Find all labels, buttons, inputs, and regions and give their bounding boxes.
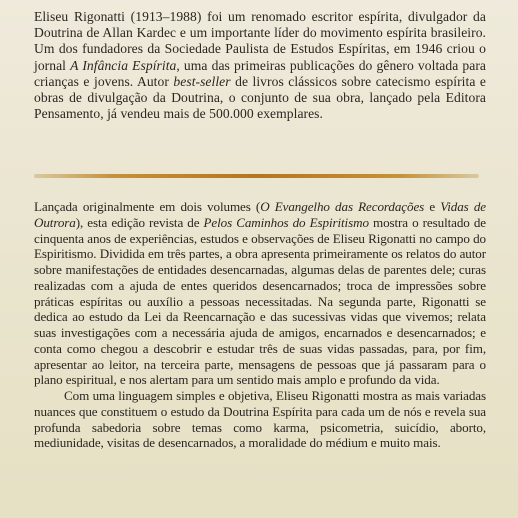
author-bio-paragraph <box>34 9 486 122</box>
original-volume-title-2: Vidas de Outrora <box>34 199 486 230</box>
synopsis-text-2: e <box>424 199 441 214</box>
best-seller-term: best-seller <box>173 73 231 89</box>
newspaper-title: A Infância Espírita <box>70 57 177 73</box>
book-title: Pelos Caminhos do Espiritismo <box>203 214 369 230</box>
synopsis-text-4: mostra o resultado de cinquenta anos de experiências, estudos e observações de Eliseu Rigonatti no campo do Espiritismo. Dividida em três partes, a obra apresenta primeiramente os relatos do autor sobre manifestações de entidades desencarnadas, algumas delas de parentes dele; curas realizadas com a ajuda de entes queridos desencarnados; troca de impressões sobre práticas espíritas ou auxílio a pessoas necessitadas. Na segunda parte, Rigonatti se dedica ao estudo da Lei da Reencarnação e das sucessivas vidas que vivemos; relata suas investigações com a necessária ajuda de amigos, encarnados e desencarnados; e conta como chegou a descobrir e estudar três de suas vidas passadas, para, por fim, apresentar ao leitor, na terceira parte, mensagens de pessoas que já passaram para o plano espiritual, e nos alertam para um sentido mais amplo e profundo da vida. <box>34 214 486 388</box>
section-divider <box>34 174 479 178</box>
original-volume-title-1: O Evangelho das Recordações <box>260 199 425 214</box>
synopsis-paragraph-1 <box>34 199 486 388</box>
synopsis-paragraph-2: Com uma linguagem simples e objetiva, Eliseu Rigonatti mostra as mais variadas nuances que constituem o estudo da Doutrina Espírita para cada um de nós e revela sua profunda sabedoria sobre temas como karma, psicometria, suicídio, aborto, mediunidade, visitas de desencarnados, a moralidade do médium e muito mais. <box>34 388 486 451</box>
book-synopsis <box>34 199 486 451</box>
synopsis-text-3: ), esta edição revista de <box>75 214 204 230</box>
bio-text-2: , uma das primeiras publicações do gênero voltada para crianças e jovens. Autor <box>34 57 486 89</box>
author-bio <box>34 9 486 122</box>
bio-text-1: Eliseu Rigonatti (1913–1988) foi um renomado escritor espírita, divulgador da Doutrina de Allan Kardec e um importante líder do movimento espírita brasileiro. Um dos fundadores da Sociedade Paulista de Estudos Espíritas, em 1946 criou o jornal <box>34 9 486 73</box>
synopsis-text-1: Lançada originalmente em dois volumes ( <box>34 199 261 214</box>
bio-text-3: de livros clássicos sobre catecismo espírita e obras de divulgação da Doutrina, o conjunto de sua obra, lançado pela Editora Pensamento, já vendeu mais de 500.000 exemplares. <box>34 73 486 122</box>
